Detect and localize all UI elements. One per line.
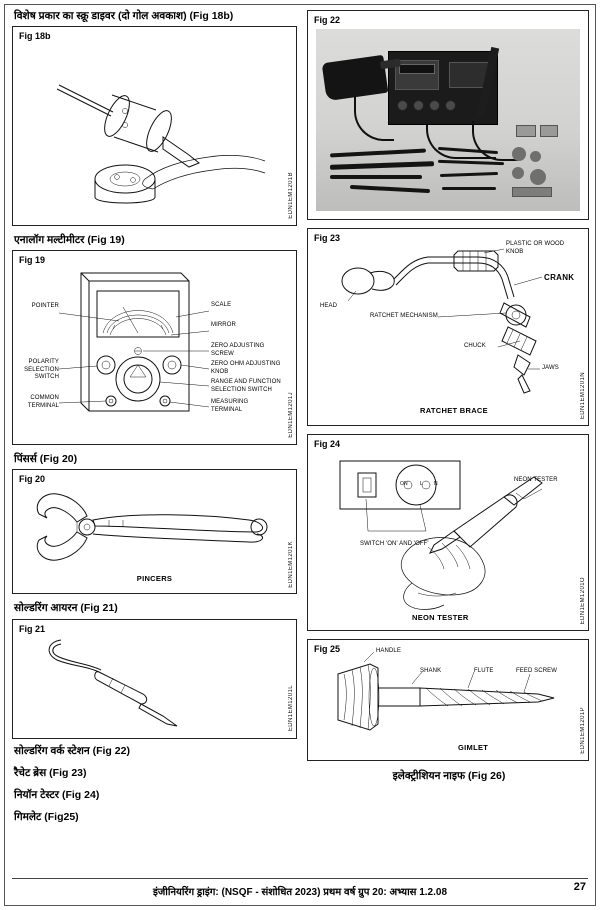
label-polarity-selection-switch: POLARITY SELECTION SWITCH xyxy=(24,359,59,381)
caption-fig26: इलेक्ट्रीशियन नाइफ (Fig 26) xyxy=(392,770,506,782)
label-mirror: MIRROR xyxy=(211,322,236,329)
label-pointer: POINTER xyxy=(31,303,59,310)
caption-fig23: रैचेट ब्रेस (Fig 23) xyxy=(14,766,87,779)
figure-fig25 xyxy=(307,639,589,761)
figure-fig19 xyxy=(12,250,297,445)
fig-label-25: Fig 25 xyxy=(314,644,341,654)
label-range-function-switch: RANGE AND FUNCTION SELECTION SWITCH xyxy=(211,379,281,393)
label-n: N xyxy=(434,481,438,487)
figure-title-gimlet: GIMLET xyxy=(458,743,489,752)
label-crank: CRANK xyxy=(544,273,575,282)
extra-captions-list xyxy=(12,745,297,825)
label-neon-tester-callout: NEON TESTER xyxy=(514,477,558,483)
label-handle: HANDLE xyxy=(376,648,401,654)
side-code-23: EDN1EM1201N xyxy=(580,371,586,419)
drawing-neon-tester xyxy=(308,435,588,630)
fig-label-20: Fig 20 xyxy=(19,474,46,485)
figure-fig18b xyxy=(12,26,297,226)
fig-label-19: Fig 19 xyxy=(19,255,46,266)
left-column xyxy=(12,10,297,855)
fig-label-21: Fig 21 xyxy=(19,623,46,634)
label-on: ON xyxy=(400,481,408,487)
figure-title-ratchet-brace: RATCHET BRACE xyxy=(420,406,488,415)
fig-label-24: Fig 24 xyxy=(314,439,341,449)
footer-text: इंजीनियरिंग ड्राइंग: (NSQF - संशोधित 2023) प्रथम वर्ष ग्रुप 20: अभ्यास 1.2.08 xyxy=(152,887,448,898)
photo-soldering-work-station xyxy=(316,29,580,211)
figure-title-neon-tester: NEON TESTER xyxy=(412,613,469,622)
caption-fig21: सोल्डरिंग आयरन (Fig 21) xyxy=(14,602,118,615)
side-code-24: EDN1EM1201O xyxy=(580,576,586,624)
side-code-19: EDN1EM1201J xyxy=(288,392,294,439)
label-l: L xyxy=(420,481,423,487)
label-feed-screw: FEED SCREW xyxy=(516,668,558,674)
caption-fig25: गिमलेट (Fig25) xyxy=(14,810,79,823)
label-head: HEAD xyxy=(320,303,338,309)
label-switch-on-off: SWITCH 'ON' AND 'OFF' xyxy=(360,541,429,547)
fig-label-23: Fig 23 xyxy=(314,233,341,243)
label-shank: SHANK xyxy=(420,668,442,674)
label-zero-adjusting-screw: ZERO ADJUSTING SCREW xyxy=(211,343,265,357)
label-common-terminal: COMMON TERMINAL xyxy=(27,395,59,409)
drawing-special-screwdriver xyxy=(13,27,296,225)
drawing-ratchet-brace xyxy=(308,229,588,425)
side-code-25: EDN1EM1201P xyxy=(580,707,586,754)
caption-fig19: एनालॉग मल्टीमीटर (Fig 19) xyxy=(14,234,125,247)
label-chuck: CHUCK xyxy=(464,343,486,349)
figure-fig20 xyxy=(12,469,297,594)
label-scale: SCALE xyxy=(211,302,232,309)
label-measuring-terminal: MEASURING TERMINAL xyxy=(211,399,249,413)
fig-label-22: Fig 22 xyxy=(314,15,341,25)
label-flute: FLUTE xyxy=(474,668,494,674)
page-number: 27 xyxy=(573,881,586,893)
label-ratchet-mechanism: RATCHET MECHANISM xyxy=(370,313,438,319)
caption-fig24: नियॉन टेस्टर (Fig 24) xyxy=(14,788,100,801)
side-code-18b: EDN1EM1201B xyxy=(288,172,294,220)
label-plastic-or-wood-knob: PLASTIC OR WOOD KNOB xyxy=(506,241,565,255)
side-code-20: EDN1EM1201K xyxy=(288,540,294,588)
figure-fig22 xyxy=(307,10,589,220)
drawing-soldering-iron xyxy=(13,620,296,738)
caption-fig18b: विशेष प्रकार का स्क्रू डाइवर (दो गोल अवकाश) (Fig 18b) xyxy=(14,10,234,22)
page-footer xyxy=(12,878,588,898)
figure-title-pincers: PINCERS xyxy=(136,574,173,584)
figure-fig21 xyxy=(12,619,297,739)
drawing-gimlet xyxy=(308,640,588,760)
fig-label-18b: Fig 18b xyxy=(19,31,51,42)
right-column xyxy=(307,10,589,855)
caption-fig22: सोल्डरिंग वर्क स्टेशन (Fig 22) xyxy=(14,744,130,757)
side-code-21: EDN1EM1201L xyxy=(288,685,294,732)
caption-fig20: पिंसर्स (Fig 20) xyxy=(14,453,78,466)
figure-fig24 xyxy=(307,434,589,631)
label-zero-ohm-adjusting-knob: ZERO OHM ADJUSTING KNOB xyxy=(211,361,281,375)
label-jaws: JAWS xyxy=(542,365,559,371)
figure-fig23 xyxy=(307,228,589,426)
